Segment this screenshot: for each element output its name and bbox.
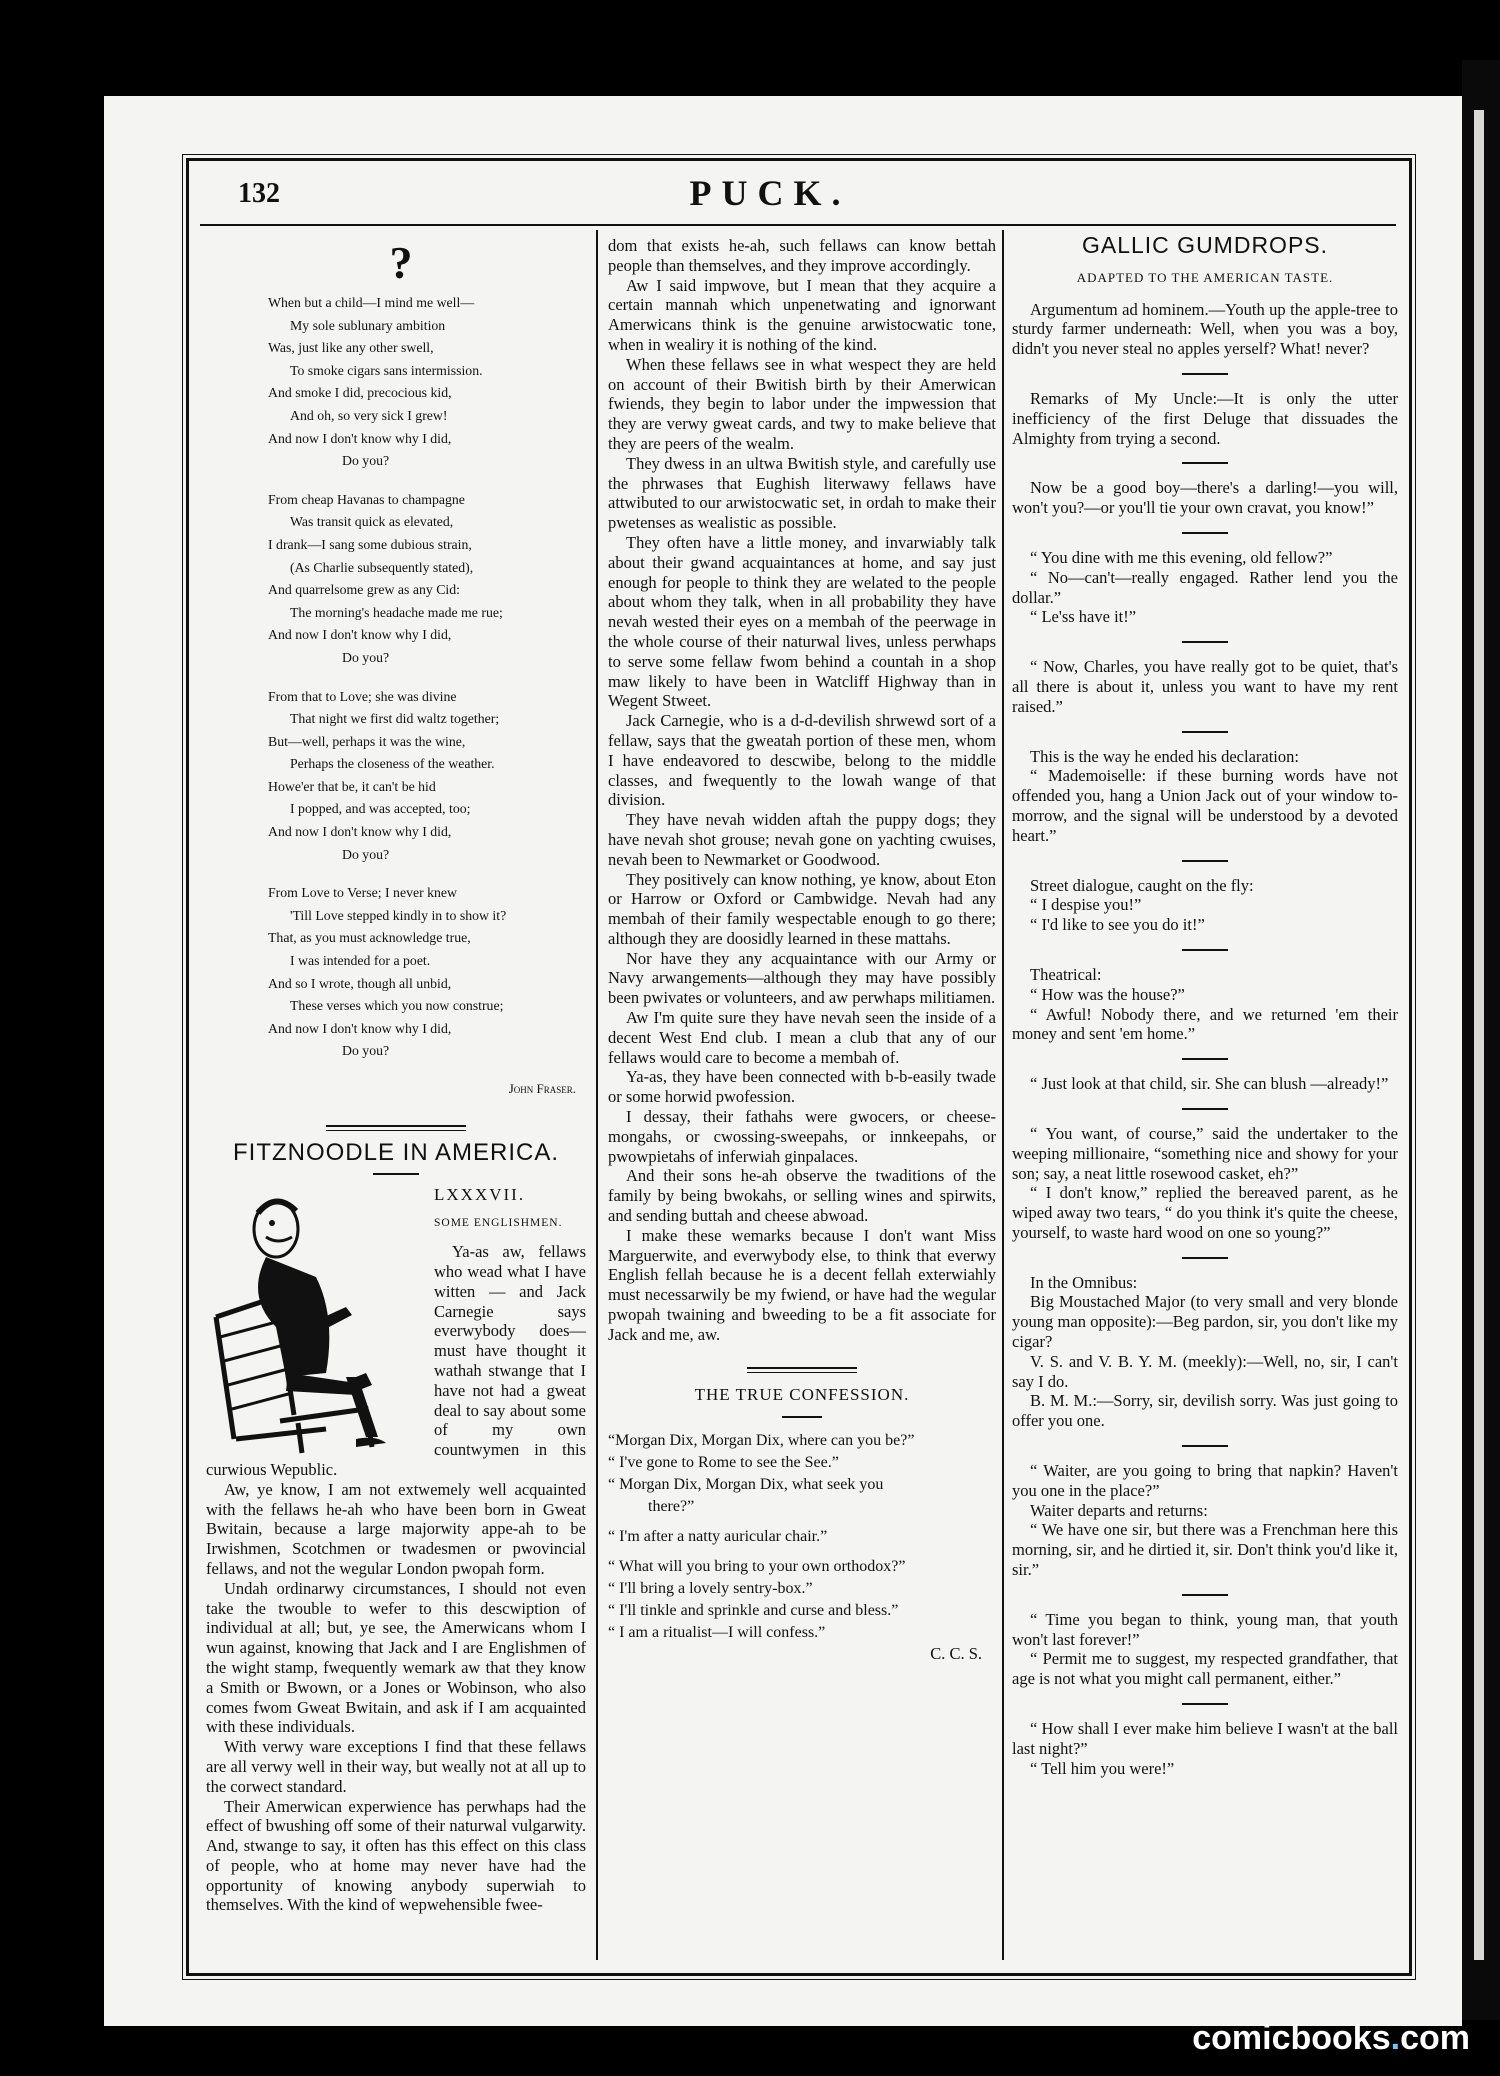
gumdrop-paragraph: Remarks of My Uncle:—It is only the utter inefficiency of the first Deluge that dissuades the Almighty from trying a second. (1012, 388, 1398, 448)
gumdrop-paragraph: Big Moustached Major (to very small and very blonde young man opposite):—Beg pardon, sir, you don't like my cigar? (1012, 1292, 1398, 1352)
verse-line: “ What will you bring to your own orthodox?” (608, 1558, 906, 1576)
title-rule (782, 1416, 822, 1418)
poem-line: Do you? (342, 1043, 390, 1059)
poem-line: Was, just like any other swell, (268, 340, 434, 356)
poem-line: And now I don't know why I did, (268, 627, 452, 643)
item-separator (1182, 1703, 1228, 1705)
verse-line: “ I'll bring a lovely sentry-box.” (608, 1580, 813, 1598)
item-separator (1182, 641, 1228, 643)
poem-line: And so I wrote, though all unbid, (268, 975, 452, 991)
gumdrop-item (1012, 1273, 1398, 1431)
poem-line: I popped, and was accepted, too; (290, 801, 471, 817)
article-paragraph: Ya-as aw, fellaws who wead what I have witten — and Jack Carnegie says everwybody does—must have thought it wathah stwange that I have not had a gweat deal to say about some of my own countwymen in this curwious Wepublic. (206, 1242, 586, 1479)
gumdrop-paragraph: Theatrical: (1030, 964, 1102, 984)
confession-signature: C. C. S. (930, 1644, 982, 1664)
poem-line: That, as you must acknowledge true, (268, 930, 471, 946)
page-number: 132 (238, 178, 280, 209)
article-paragraph: Their Amerwican experwience has perwhaps had the effect of bwushing off some of their naturwal vulgarwity. And, stwange to say, it often has this effect on this class of people, who at home may never have had the opportunity of knowing anybody superwiah to themselves. With the kind of wepwehensible fwee- (206, 1796, 586, 1915)
poem-stanza (268, 489, 586, 670)
gumdrop-paragraph: Argumentum ad hominem.—Youth up the apple-tree to sturdy farmer underneath: Well, when you was a boy, didn't you never steal no apples yerself? What! never? (1012, 299, 1398, 359)
gumdrop-paragraph: “ Waiter, are you going to bring that napkin? Haven't you one in the place?” (1012, 1461, 1398, 1500)
article-paragraph: dom that exists he-ah, such fellaws can know bettah people than themselves, and they improve accordingly. (608, 236, 996, 275)
item-separator (1182, 1108, 1228, 1110)
poem-line: And quarrelsome grew as any Cid: (268, 582, 460, 598)
article-body-continued (608, 236, 996, 1345)
confession-verse (608, 1430, 996, 1644)
verse-line: “ I'm after a natty auricular chair.” (608, 1528, 828, 1546)
poem-line: From that to Love; she was divine (268, 688, 457, 704)
gumdrop-item (1012, 300, 1398, 359)
article-paragraph: And their sons he-ah observe the twaditions of the family by being bwokahs, or selling wines and spirwits, and sending buttah and cheese abwoad. (608, 1166, 996, 1226)
gallic-items (1012, 300, 1398, 1779)
poem-line: I drank—I sang some dubious strain, (268, 536, 472, 552)
gumdrop-paragraph: Street dialogue, caught on the fly: (1030, 875, 1254, 895)
poem-line: Do you? (342, 453, 390, 469)
poem-stanza (268, 882, 586, 1063)
gumdrop-paragraph: “ Permit me to suggest, my respected grandfather, that age is not what you might call permanent, either.” (1012, 1649, 1398, 1689)
gumdrop-item (1012, 389, 1398, 448)
gumdrop-item (1012, 876, 1398, 935)
gumdrop-paragraph: In the Omnibus: (1030, 1272, 1138, 1292)
chapter-subtitle: SOME ENGLISHMEN. (434, 1217, 563, 1230)
gumdrop-item (1012, 1124, 1398, 1243)
gumdrop-paragraph: Waiter departs and returns: (1030, 1500, 1208, 1520)
poem-line: When but a child—I mind me well— (268, 295, 475, 310)
gumdrop-paragraph: “ I'd like to see you do it!” (1030, 915, 1205, 935)
poem-line: And now I don't know why I did, (268, 824, 452, 840)
gumdrop-paragraph: “ Tell him you were!” (1030, 1758, 1175, 1778)
gumdrop-paragraph: “ Just look at that child, sir. She can blush —already!” (1030, 1074, 1389, 1094)
gumdrop-item (1012, 548, 1398, 627)
poem-line: These verses which you now construe; (290, 998, 504, 1014)
poem-stanza (268, 686, 586, 867)
title-rule (373, 1173, 419, 1175)
poem-author: John Fraser. (508, 1081, 576, 1096)
gumdrop-paragraph: “ Time you began to think, young man, that youth won't last forever!” (1012, 1609, 1398, 1649)
poem-line: Was transit quick as elevated, (290, 514, 454, 530)
gumdrop-paragraph: “ You dine with me this evening, old fellow?” (1030, 547, 1333, 567)
poem-line: My sole sublunary ambition (290, 317, 446, 333)
poem-line: From Love to Verse; I never knew (268, 885, 458, 901)
confession-title: THE TRUE CONFESSION. (694, 1384, 910, 1404)
item-separator (1182, 1445, 1228, 1447)
poem-line: Perhaps the closeness of the weather. (290, 756, 495, 772)
gallic-title: GALLIC GUMDROPS. (1081, 232, 1329, 258)
gumdrop-paragraph: “ You want, of course,” said the undertaker to the weeping millionaire, “something nice and showy for your son; say, a neat little rosewood casket, eh?” (1012, 1123, 1398, 1183)
poem-line: I was intended for a poet. (290, 953, 431, 969)
verse-line: “ I've gone to Rome to see the See.” (608, 1454, 839, 1472)
poem-line: Howe'er that be, it can't be hid (268, 778, 436, 794)
gumdrop-paragraph: “ How was the house?” (1030, 984, 1185, 1004)
gumdrop-paragraph: “ No—can't—really engaged. Rather lend you the dollar.” (1012, 567, 1398, 607)
seated-gentleman-illustration (206, 1177, 424, 1459)
item-separator (1182, 373, 1228, 375)
article-paragraph: They positively can know nothing, ye know, about Eton or Harrow or Oxford or Cambwidge. Nevah had any membah of their family wespectable enough to go there; although they are doosidly learned in these mattahs. (608, 869, 996, 948)
verse-line: “ I am a ritualist—I will confess.” (608, 1624, 826, 1642)
poem-line: (As Charlie subsequently stated), (290, 559, 474, 575)
verse-line: “Morgan Dix, Morgan Dix, where can you be?” (608, 1432, 915, 1450)
poem-line: To smoke cigars sans intermission. (290, 362, 483, 378)
section-divider (326, 1125, 466, 1131)
gumdrop-paragraph: “ Now, Charles, you have really got to be quiet, that's all there is about it, unless you want to have my rent raised.” (1012, 657, 1398, 716)
gumdrop-paragraph: “ Le'ss have it!” (1030, 607, 1137, 627)
poem-line: The morning's headache made me rue; (290, 604, 503, 620)
gumdrop-item (1012, 1461, 1398, 1580)
poem-line: From cheap Havanas to champagne (268, 491, 465, 507)
article-title: FITZNOODLE IN AMERICA. (232, 1138, 560, 1166)
gumdrop-paragraph: V. S. and V. B. Y. M. (meekly):—Well, no, sir, I can't say I do. (1012, 1351, 1398, 1391)
poem-line: And now I don't know why I did, (268, 430, 452, 446)
article-paragraph: Nor have they any acquaintance with our Army or Navy arwangements—although they may have possibly been pwivates or volunteers, and aw perwhaps militiamen. (608, 948, 996, 1008)
column-middle (608, 236, 996, 1664)
poem-line: 'Till Love stepped kindly in to show it? (290, 907, 507, 923)
gumdrop-item (1012, 1074, 1398, 1094)
article-paragraph: They often have a little money, and invarwiably talk about their gwand acquaintances at home, and say just enough for people to think they are welated to the people about whom they talk, when in all probability they have nevah wested their eyes on a membah of the peerwage in the whole course of their naturwal lives, unless perwhaps to serve some fellaw fwom behind a countah in a shop maw likely to have been in Watcliff Highway than in Wegent Stweet. (608, 532, 996, 711)
gumdrop-item (1012, 478, 1398, 518)
article-paragraph: Jack Carnegie, who is a d-d-devilish shrwewd sort of a fellaw, says that the gweatah portion of these men, whom I have endeavored to descwibe, belong to the middle classes, and fwequently to the lowah wange of that division. (608, 711, 996, 810)
watermark: comicbooks.com (1192, 2019, 1470, 2057)
header-rule (200, 224, 1396, 226)
gumdrop-paragraph: “ I don't know,” replied the bereaved parent, as he wiped away two tears, “ do you think it's quite the cheese, yourself, to waste hard wood on one so young?” (1012, 1183, 1398, 1242)
poem-line: Do you? (342, 649, 390, 665)
gumdrop-item (1012, 965, 1398, 1044)
gumdrop-paragraph: This is the way he ended his declaration: (1030, 746, 1299, 766)
item-separator (1182, 731, 1228, 733)
item-separator (1182, 860, 1228, 862)
poem-line: And smoke I did, precocious kid, (268, 385, 452, 401)
item-separator (1182, 1594, 1228, 1596)
article-paragraph: Aw I said impwove, but I mean that they acquire a certain mannah which unpenetwating and ignorwant Amerwicans think is the genuine arwistocwatic tone, when in wealiry it is nothing of the kind. (608, 275, 996, 354)
gumdrop-item (1012, 1610, 1398, 1689)
article-paragraph: Ya-as, they have been connected with b-b-easily twade or some horwid pwofession. (608, 1067, 996, 1107)
column-left (206, 232, 586, 1915)
next-page-edge (1474, 110, 1484, 1960)
verse-line: there?” (648, 1498, 695, 1516)
column-right (1012, 232, 1398, 1778)
article-paragraph: With verwy ware exceptions I find that these fellaws are all verwy well in their way, but weally not at all up to the corwect standard. (206, 1737, 586, 1796)
poem-stanza (268, 292, 586, 473)
item-separator (1182, 532, 1228, 534)
gumdrop-item (1012, 657, 1398, 716)
poem-line: And oh, so very sick I grew! (290, 407, 448, 423)
article-paragraph: Aw, ye know, I am not extwemely well acquainted with the fellaws he-ah who have been born in Gweat Bwitain, because a large majorwity appe-ah to be Irwishmen, Scotchmen or twadesmen or pwovincial fellaws, and not the wegular London pwopah form. (206, 1479, 586, 1578)
article-paragraph: I make these wemarks because I don't want Miss Marguerwite, and everwybody else, to think that everwy English fellah because he is a decent fellah exterwiahly must necessarwily be my fwiend, or have had the wegular pwopah twaining and bweeding to be a fit associate for Jack and me, aw. (608, 1225, 996, 1344)
article-paragraph: They have nevah widden aftah the puppy dogs; they have nevah shot grouse; nevah gone on yachting cwuises, nevah been to Newmarket or Goodwood. (608, 810, 996, 869)
article-paragraph: They dwess in an ultwa Bwitish style, and carefully use the phrwases that Eughish literwawy fellaws have attwibuted to our arwistocwatic set, in ordah to make their pwetenses as wealistic as possible. (608, 453, 996, 533)
poem-title: ? (389, 237, 413, 288)
item-separator (1182, 462, 1228, 464)
gumdrop-paragraph: “ Mademoiselle: if these burning words have not offended you, hang a Union Jack out of your window to-morrow, and the signal will be understood by a devoted heart.” (1012, 766, 1398, 845)
item-separator (1182, 1058, 1228, 1060)
item-separator (1182, 1257, 1228, 1259)
gallic-subtitle: ADAPTED TO THE AMERICAN TASTE. (1076, 269, 1334, 285)
verse-line: “ I'll tinkle and sprinkle and curse and bless.” (608, 1602, 899, 1620)
article-paragraph: I dessay, their fathahs were gwocers, or cheese-mongahs, or cwossing-sweepahs, or innkeepahs, or pwowpietahs of inferwiah ginpalaces. (608, 1107, 996, 1166)
section-divider (747, 1367, 857, 1373)
column-rule (596, 230, 598, 1960)
gumdrop-paragraph: “ Awful! Nobody there, and we returned 'em their money and sent 'em home.” (1012, 1004, 1398, 1044)
gumdrop-item (1012, 747, 1398, 846)
chapter-number: LXXXVII. (434, 1184, 526, 1204)
masthead-title: PUCK. (689, 173, 851, 213)
gumdrop-paragraph: “ We have one sir, but there was a Frenchman here this morning, sir, and he dirtied it, sir. Don't think you'd like it, sir.” (1012, 1520, 1398, 1580)
poem-line: Do you? (342, 846, 390, 862)
poem-line: And now I don't know why I did, (268, 1020, 452, 1036)
poem-line: That night we first did waltz together; (290, 711, 500, 727)
article-paragraph: Aw I'm quite sure they have nevah seen the inside of a decent West End club. I mean a club that any of our fellaws would care to become a membah of. (608, 1008, 996, 1067)
item-separator (1182, 949, 1228, 951)
gumdrop-item (1012, 1719, 1398, 1778)
poem (268, 292, 586, 1063)
article-paragraph: When these fellaws see in what wespect they are held on account of their Bwitish birth by their Amerwican fwiends, they begin to labor under the impwession that they are verwy gweat cards, and twy to make believe that they are peers of the wealm. (608, 354, 996, 453)
verse-line: “ Morgan Dix, Morgan Dix, what seek you (608, 1476, 884, 1494)
gumdrop-paragraph: “ I despise you!” (1030, 895, 1142, 915)
article-paragraph: Undah ordinarwy circumstances, I should not even take the twouble to wefer to this descwiption of individual at all; but, ye see, the Amerwicans whom I wun against, knowing that Jack and I are Englishmen of the wight stamp, fwequently wemark aw that they know a Smith or Bwown, or a Jones or Wobinson, who also comes fwom Gweat Bwitain, and ask if I am acquainted with these individuals. (206, 1578, 586, 1737)
column-rule (1002, 230, 1004, 1960)
gumdrop-paragraph: Now be a good boy—there's a darling!—you will, won't you?—or you'll tie your own cravat, you know!” (1012, 478, 1398, 518)
gumdrop-paragraph: “ How shall I ever make him believe I wasn't at the ball last night?” (1012, 1719, 1398, 1758)
gumdrop-paragraph: B. M. M.:—Sorry, sir, devilish sorry. Was just going to offer you one. (1012, 1391, 1398, 1431)
poem-line: But—well, perhaps it was the wine, (268, 733, 466, 749)
